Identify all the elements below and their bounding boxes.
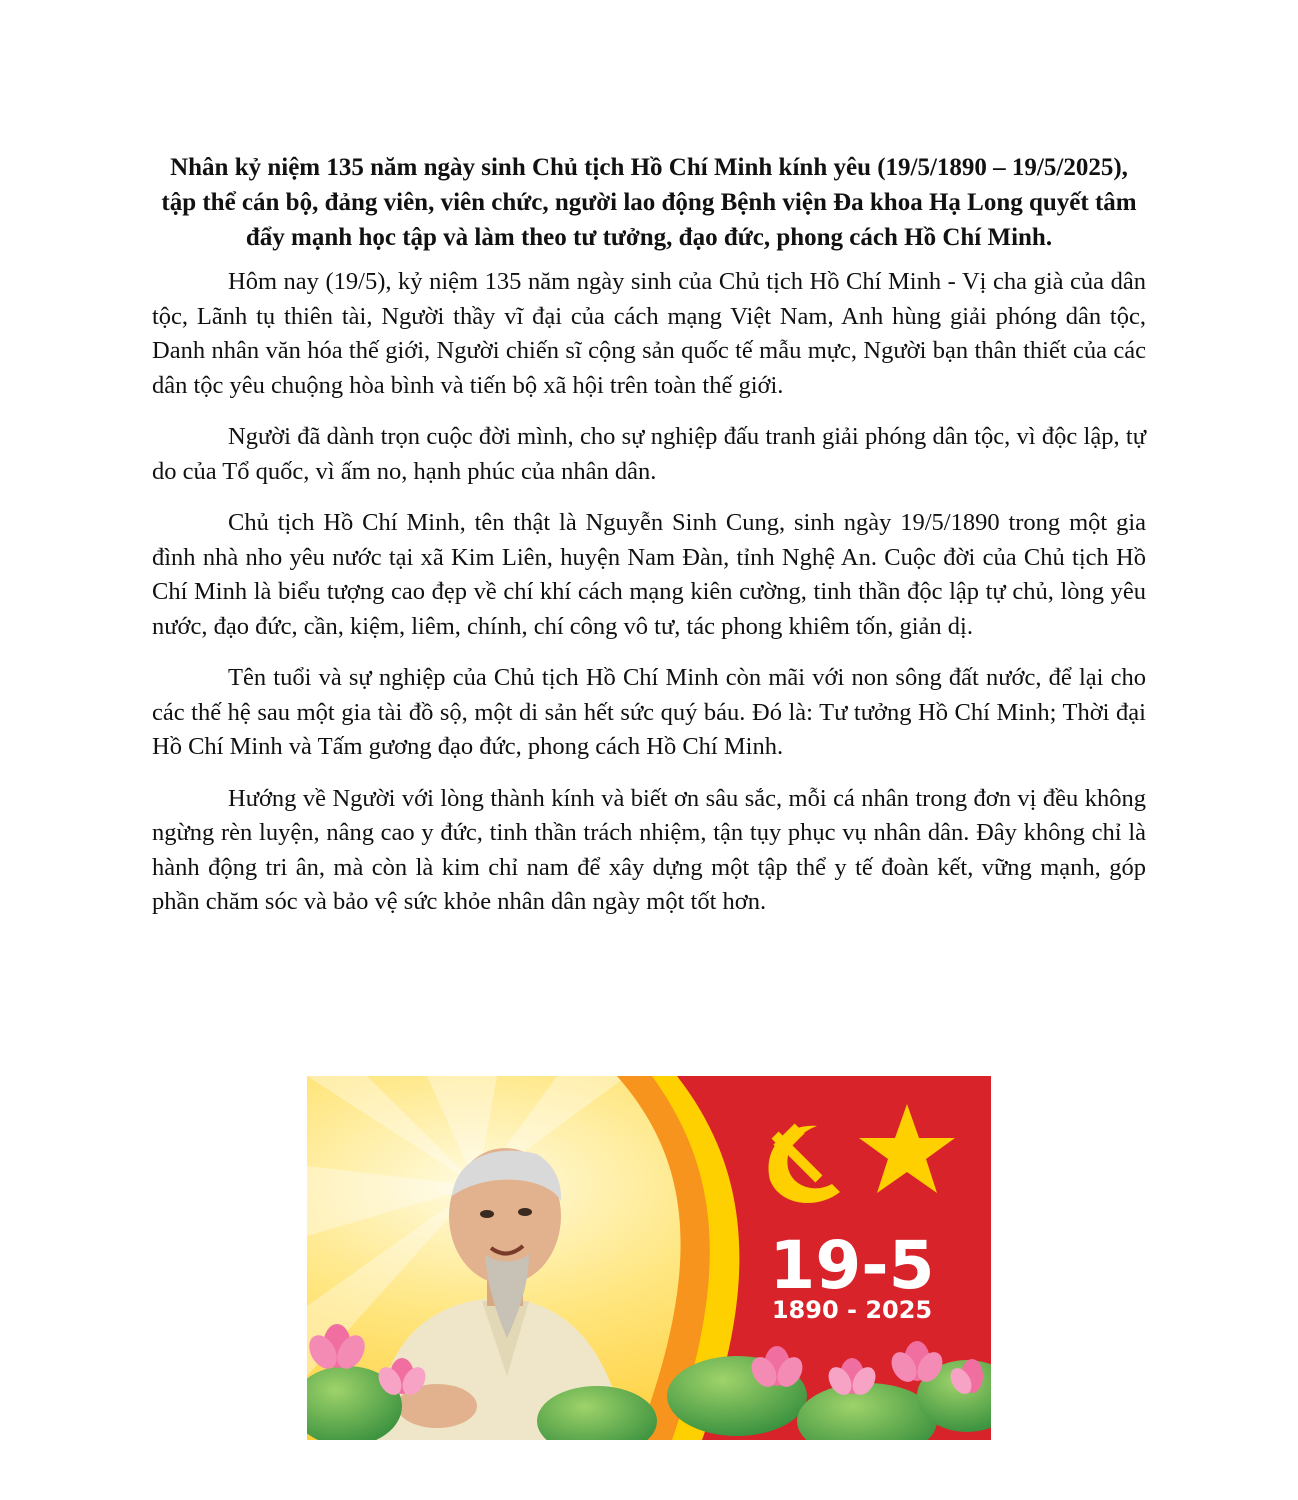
paragraph-1: Hôm nay (19/5), kỷ niệm 135 năm ngày sinh của Chủ tịch Hồ Chí Minh - Vị cha già của dân tộc, Lãnh tụ thiên tài, Người thầy vĩ đại của cách mạng Việt Nam, Anh hùng giải phóng dân tộc, Danh nhân văn hóa thế giới, Người chiến sĩ cộng sản quốc tế mẫu mực, Người bạn thân thiết của các dân tộc yêu chuộng hòa bình và tiến bộ xã hội trên toàn thế giới. — [152, 268, 1146, 399]
banner-date: 19-5 — [769, 1227, 935, 1304]
commemoration-banner — [307, 1076, 991, 1440]
paragraph-2: Người đã dành trọn cuộc đời mình, cho sự nghiệp đấu tranh giải phóng dân tộc, vì độc lập, tự do của Tổ quốc, vì ấm no, hạnh phúc của nhân dân. — [152, 423, 1146, 485]
paragraph-4: Tên tuổi và sự nghiệp của Chủ tịch Hồ Chí Minh còn mãi với non sông đất nước, để lại cho các thế hệ sau một gia tài đồ sộ, một di sản hết sức quý báu. Đó là: Tư tưởng Hồ Chí Minh; Thời đại Hồ Chí Minh và Tấm gương đạo đức, phong cách Hồ Chí Minh. — [152, 664, 1146, 760]
banner-years: 1890 - 2025 — [771, 1296, 933, 1324]
article-headline: Nhân kỷ niệm 135 năm ngày sinh Chủ tịch Hồ Chí Minh kính yêu (19/5/1890 – 19/5/2025), tập thể cán bộ, đảng viên, viên chức, người lao động Bệnh viện Đa khoa Hạ Long quyết tâm đẩy mạnh học tập và làm theo tư tưởng, đạo đức, phong cách Hồ Chí Minh. — [161, 154, 1137, 251]
paragraph-5: Hướng về Người với lòng thành kính và biết ơn sâu sắc, mỗi cá nhân trong đơn vị đều không ngừng rèn luyện, nâng cao y đức, tinh thần trách nhiệm, tận tụy phục vụ nhân dân. Đây không chỉ là hành động tri ân, mà còn là kim chỉ nam để xây dựng một tập thể y tế đoàn kết, vững mạnh, góp phần chăm sóc và bảo vệ sức khỏe nhân dân ngày một tốt hơn. — [152, 784, 1146, 915]
paragraph-3: Chủ tịch Hồ Chí Minh, tên thật là Nguyễn Sinh Cung, sinh ngày 19/5/1890 trong một gia đình nhà nho yêu nước tại xã Kim Liên, huyện Nam Đàn, tỉnh Nghệ An. Cuộc đời của Chủ tịch Hồ Chí Minh là biểu tượng cao đẹp về chí khí cách mạng kiên cường, tinh thần độc lập tự chủ, lòng yêu nước, đạo đức, cần, kiệm, liêm, chính, chí công vô tư, tác phong khiêm tốn, giản dị. — [152, 509, 1146, 640]
document-page — [152, 150, 1146, 937]
